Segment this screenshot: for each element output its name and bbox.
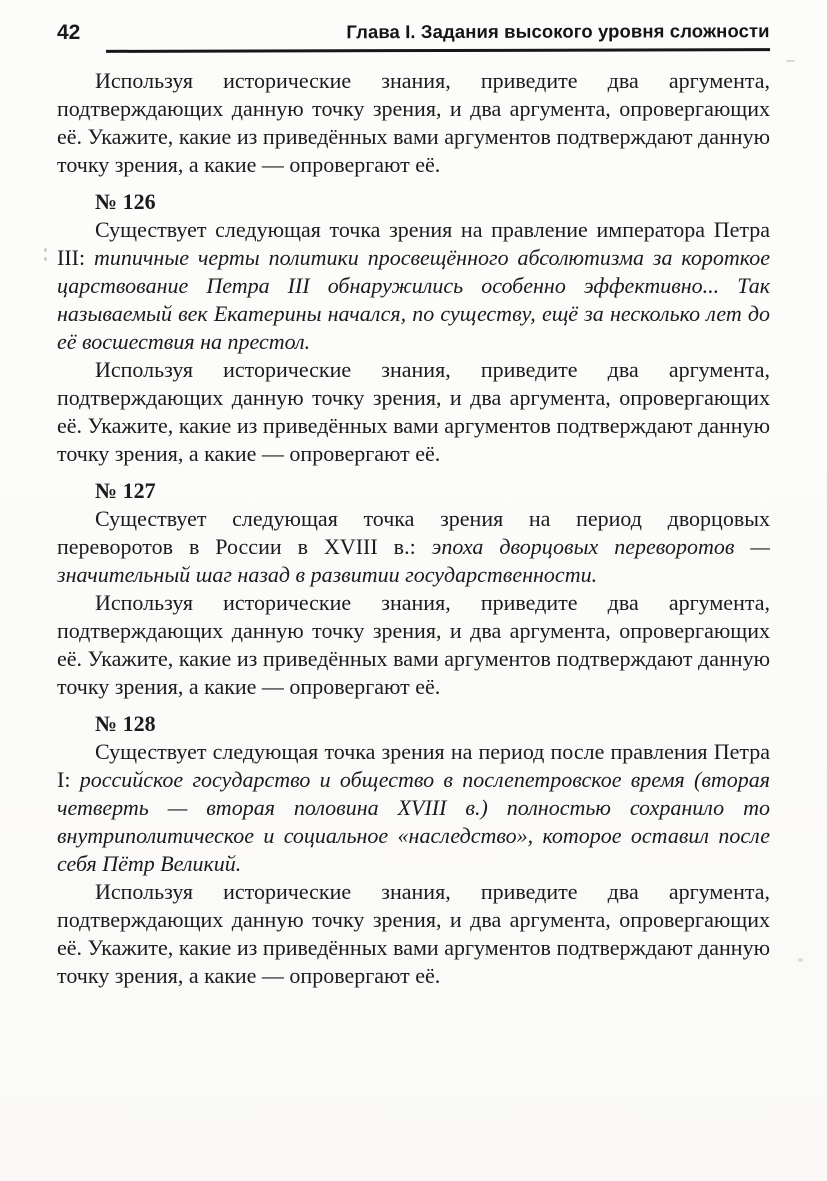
task-intro-127: Существует следующая точка зрения на период дворцовых переворотов в России в XVIII в.: [57,506,770,559]
instruction-paragraph: Используя исторические знания, приведите два аргумента, подтверждающих данную точку зрения, и два аргумента, опровергающих её. Укажите, какие из приведённых вами аргументов подтверждают данную точку зрения, а какие — опровергают её. [57,68,770,177]
scan-speck [786,60,795,62]
task-heading-127: № 127 [95,478,156,503]
scan-speck [798,958,803,962]
task-intro-126: Существует следующая точка зрения на правление императора Петра III: [57,217,770,270]
task-statement-127 [57,505,770,589]
task-statement-126 [57,216,770,356]
task-heading-126: № 126 [95,189,156,214]
instruction-paragraph: Используя исторические знания, приведите два аргумента, подтверждающих данную точку зрения, и два аргумента, опровергающих её. Укажите, какие из приведённых вами аргументов подтверждают данную точку зрения, а какие — опровергают её. [57,357,770,466]
chapter-title: Глава I. Задания высокого уровня сложности [346,20,771,43]
task-quote-128: российское государство и общество в послепетровское время (вторая четверть — вторая половина XVIII в.) полностью сохранило то внутриполитическое и социальное «наследство», которое оставил после себя Пётр Великий. [57,767,770,876]
instruction-paragraph: Используя исторические знания, приведите два аргумента, подтверждающих данную точку зрения, и два аргумента, опровергающих её. Укажите, какие из приведённых вами аргументов подтверждают данную точку зрения, а какие — опровергают её. [57,879,770,988]
task-quote-127: эпоха дворцовых переворотов — значительный шаг назад в развитии государственности. [57,534,770,587]
page-header [57,22,770,52]
scan-speck [44,248,47,252]
instruction-paragraph: Используя исторические знания, приведите два аргумента, подтверждающих данную точку зрения, и два аргумента, опровергающих её. Укажите, какие из приведённых вами аргументов подтверждают данную точку зрения, а какие — опровергают её. [57,590,770,699]
task-statement-128 [57,738,770,878]
page-body [57,67,770,990]
task-heading-128: № 128 [95,711,156,736]
header-rule [106,22,770,53]
task-quote-126: типичные черты политики просвещённого абсолютизма за короткое царствование Петра III обнаружились особенно эффективно... Так называемый век Екатерины начался, по существу, ещё за несколько лет до её восшествия на престол. [57,245,770,354]
task-intro-128: Существует следующая точка зрения на период после правления Петра I: [57,739,770,792]
page-number: 42 [57,21,81,44]
